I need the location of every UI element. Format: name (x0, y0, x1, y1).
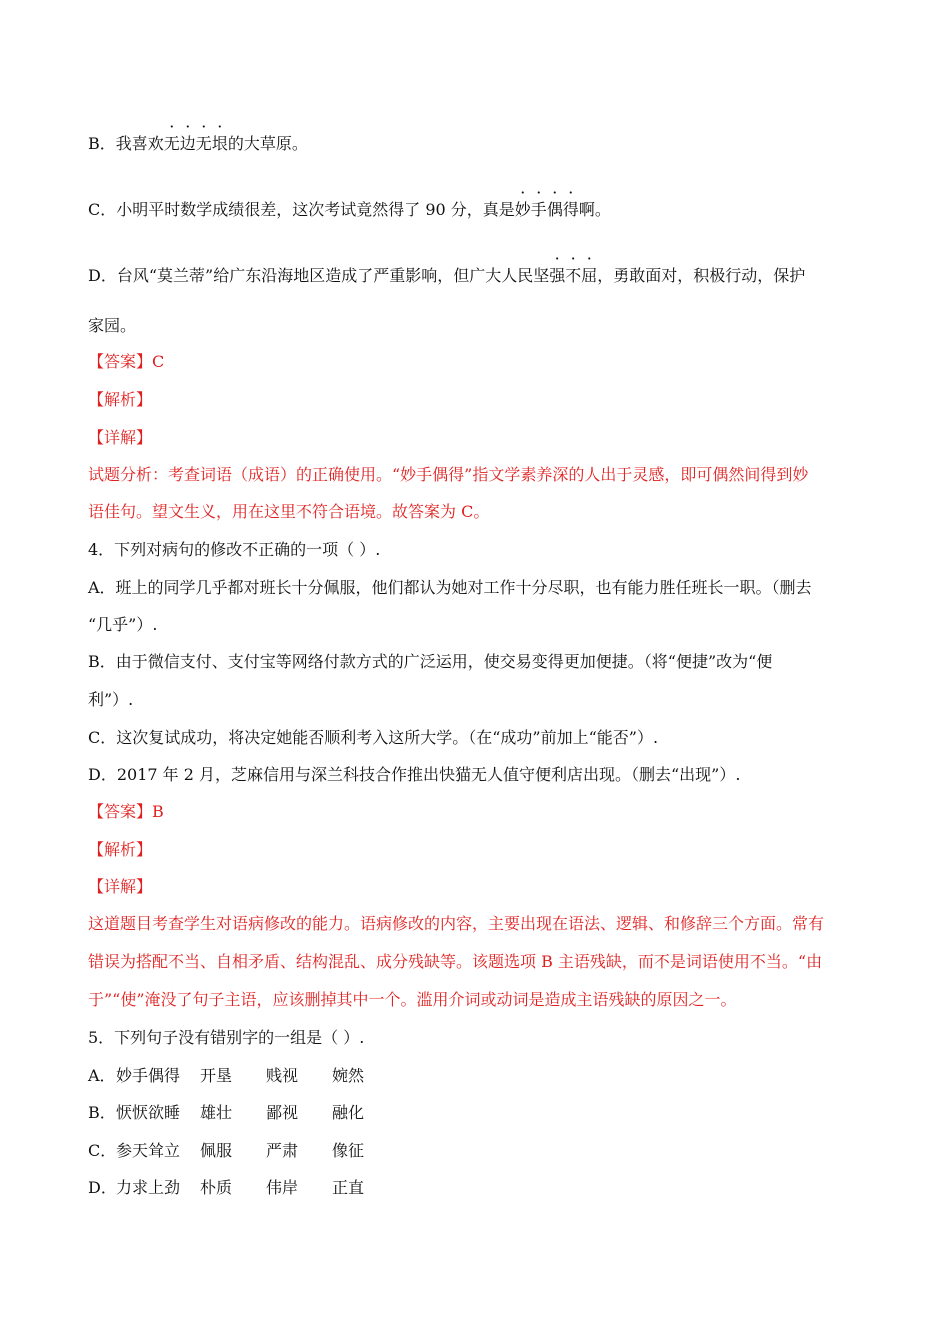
q4-explanation-line2: 错误为搭配不当、自相矛盾、结构混乱、成分残缺等。该题选项 B 主语残缺，而不是词语使用不当。“由 (88, 952, 823, 971)
answer-value: C (152, 352, 165, 371)
answer-value: B (152, 802, 164, 821)
emphasis-dotted-text: 妙手偶得 (514, 200, 579, 219)
q4-option-b-line2: 利”）. (88, 690, 134, 709)
q3-option-b: B．我喜欢无边无垠的大草原。 (88, 134, 308, 153)
answer-tag: 【答案】 (88, 802, 153, 821)
q4-explanation-line3: 于”“使”淹没了句子主语，应该删掉其中一个。滥用介词或动词是造成主语残缺的原因之一。 (88, 990, 737, 1009)
emphasis-dotted-text: 无边无垠 (163, 134, 228, 153)
q3-explanation-line2: 语佳句。望文生义，用在这里不符合语境。故答案为 C。 (88, 502, 490, 521)
emphasis-dotted-text: 强不屈 (549, 266, 598, 285)
q5-option-a: A．妙手偶得 开垦 贱视 婉然 (88, 1066, 365, 1085)
q3-option-d-line1: D．台风“莫兰蒂”给广东沿海地区造成了严重影响，但广大人民坚强不屈，勇敢面对，积极行动，保护 (88, 266, 806, 285)
q4-option-b-line1: B．由于微信支付、支付宝等网络付款方式的广泛运用，使交易变得更加便捷。（将“便捷”改为“便 (88, 652, 773, 671)
answer-tag: 【答案】 (88, 352, 153, 371)
q3-explanation-line1: 试题分析：考查词语（成语）的正确使用。“妙手偶得”指文学素养深的人出于灵感，即可偶然间得到妙 (88, 465, 809, 484)
q4-option-c: C．这次复试成功，将决定她能否顺利考入这所大学。（在“成功”前加上“能否”）. (88, 728, 659, 747)
q3-option-c: C．小明平时数学成绩很差，这次考试竟然得了 90 分，真是妙手偶得啊。 (88, 200, 611, 219)
q5-option-b: B．恹恹欲睡 雄壮 鄙视 融化 (88, 1103, 365, 1122)
q4-stem: 4．下列对病句的修改不正确的一项（ ）. (88, 540, 381, 559)
q3-detail-tag: 【详解】 (88, 428, 153, 447)
q5-stem: 5．下列句子没有错别字的一组是（ ）. (88, 1028, 365, 1047)
q4-option-a-line1: A．班上的同学几乎都对班长十分佩服，他们都认为她对工作十分尽职，也有能力胜任班长一职。（删去 (88, 578, 812, 597)
q4-detail-tag: 【详解】 (88, 877, 153, 896)
q4-analysis-tag: 【解析】 (88, 840, 153, 859)
q4-answer (88, 802, 164, 822)
q3-option-d-line2: 家园。 (88, 316, 137, 335)
q3-analysis-tag: 【解析】 (88, 390, 153, 409)
q4-option-a-line2: “几乎”）. (88, 615, 158, 634)
q3-answer (88, 352, 164, 372)
q5-option-d: D．力求上劲 朴质 伟岸 正直 (88, 1178, 365, 1197)
q4-option-d: D．2017 年 2 月，芝麻信用与深兰科技合作推出快猫无人值守便利店出现。（删去“出现”）. (88, 765, 741, 784)
q5-option-c: C．参天耸立 佩服 严肃 像征 (88, 1141, 365, 1160)
q4-explanation-line1: 这道题目考查学生对语病修改的能力。语病修改的内容，主要出现在语法、逻辑、和修辞三个方面。常有 (88, 914, 825, 933)
